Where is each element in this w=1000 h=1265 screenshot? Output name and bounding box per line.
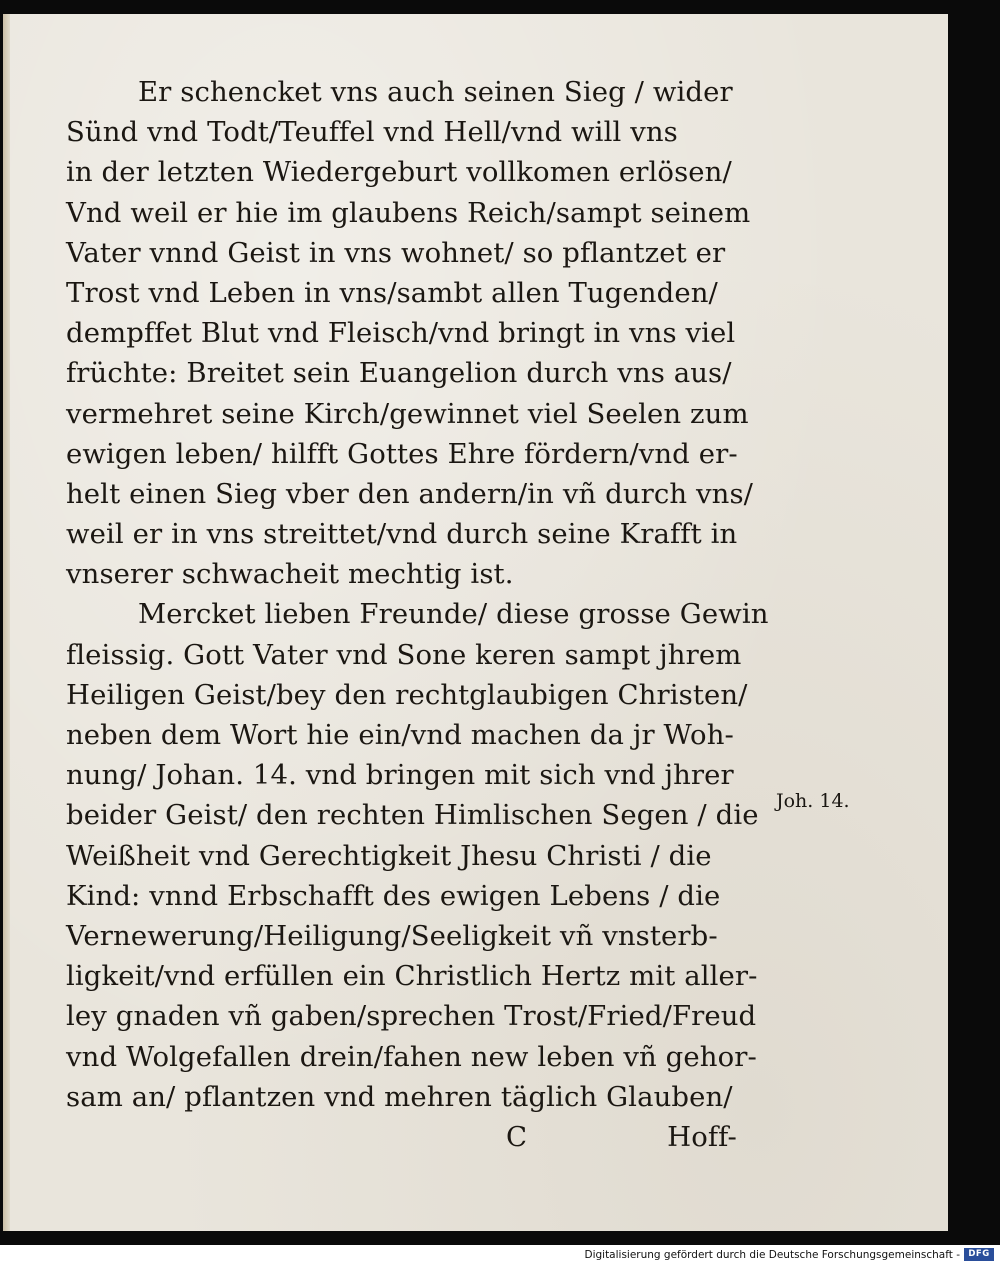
text-line: Mercket lieben Freunde/ diese grosse Gewin bbox=[138, 598, 769, 631]
text-line: ewigen leben/ hilfft Gottes Ehre fördern/vnd er- bbox=[66, 437, 738, 470]
text-line: Kind: vnnd Erbschafft des ewigen Lebens / die bbox=[66, 879, 721, 912]
text-line: nung/ Johan. 14. vnd bringen mit sich vnd jhrer bbox=[66, 759, 734, 792]
text-line: Sünd vnd Todt/Teuffel vnd Hell/vnd will vns bbox=[66, 116, 678, 149]
funding-credit: Digitalisierung gefördert durch die Deutsche Forschungsgemeinschaft - bbox=[584, 1249, 960, 1261]
text-line: helt einen Sieg vber den andern/in vñ durch vns/ bbox=[66, 477, 754, 510]
text-line: Vater vnnd Geist in vns wohnet/ so pflantzet er bbox=[66, 236, 726, 269]
text-line: Vnd weil er hie im glaubens Reich/sampt seinem bbox=[66, 196, 751, 229]
footer-bar bbox=[0, 1245, 1000, 1265]
text-line: dempffet Blut vnd Fleisch/vnd bringt in vns viel bbox=[66, 317, 736, 350]
text-line: in der letzten Wiedergeburt vollkomen erlösen/ bbox=[66, 156, 732, 189]
signature-mark: C bbox=[506, 1120, 528, 1153]
text-line: vermehret seine Kirch/gewinnet viel Seelen zum bbox=[66, 397, 749, 430]
text-line: Heiligen Geist/bey den rechtglaubigen Christen/ bbox=[66, 678, 748, 711]
text-line: Weißheit vnd Gerechtigkeit Jhesu Christi / die bbox=[66, 839, 712, 872]
text-line: ligkeit/vnd erfüllen ein Christlich Hertz mit aller- bbox=[66, 960, 758, 993]
text-line: ley gnaden vñ gaben/sprechen Trost/Fried/Freud bbox=[66, 1000, 757, 1033]
text-line: vnd Wolgefallen drein/fahen new leben vñ gehor- bbox=[66, 1040, 757, 1073]
text-line: Trost vnd Leben in vns/sambt allen Tugenden/ bbox=[66, 276, 718, 309]
page-text-block bbox=[66, 72, 781, 1157]
text-line: weil er in vns streittet/vnd durch seine Krafft in bbox=[66, 518, 738, 551]
text-line: beider Geist/ den rechten Himlischen Segen / die bbox=[66, 799, 759, 832]
text-line: sam an/ pflantzen vnd mehren täglich Glauben/ bbox=[66, 1080, 733, 1113]
dfg-logo: DFG bbox=[964, 1248, 994, 1261]
text-line: fleissig. Gott Vater vnd Sone keren sampt jhrem bbox=[66, 638, 742, 671]
text-line: vnserer schwacheit mechtig ist. bbox=[66, 558, 514, 591]
page-edge bbox=[3, 14, 10, 1231]
catchword: Hoff- bbox=[667, 1120, 737, 1153]
text-line: neben dem Wort hie ein/vnd machen da jr Woh- bbox=[66, 719, 734, 751]
marginal-note: Joh. 14. bbox=[776, 790, 850, 812]
text-line: Er schencket vns auch seinen Sieg / wider bbox=[138, 76, 733, 108]
text-line: früchte: Breitet sein Euangelion durch vns aus/ bbox=[66, 357, 732, 390]
text-line: Vernewerung/Heiligung/Seeligkeit vñ vnsterb- bbox=[66, 919, 718, 952]
signature-line bbox=[66, 1117, 781, 1157]
